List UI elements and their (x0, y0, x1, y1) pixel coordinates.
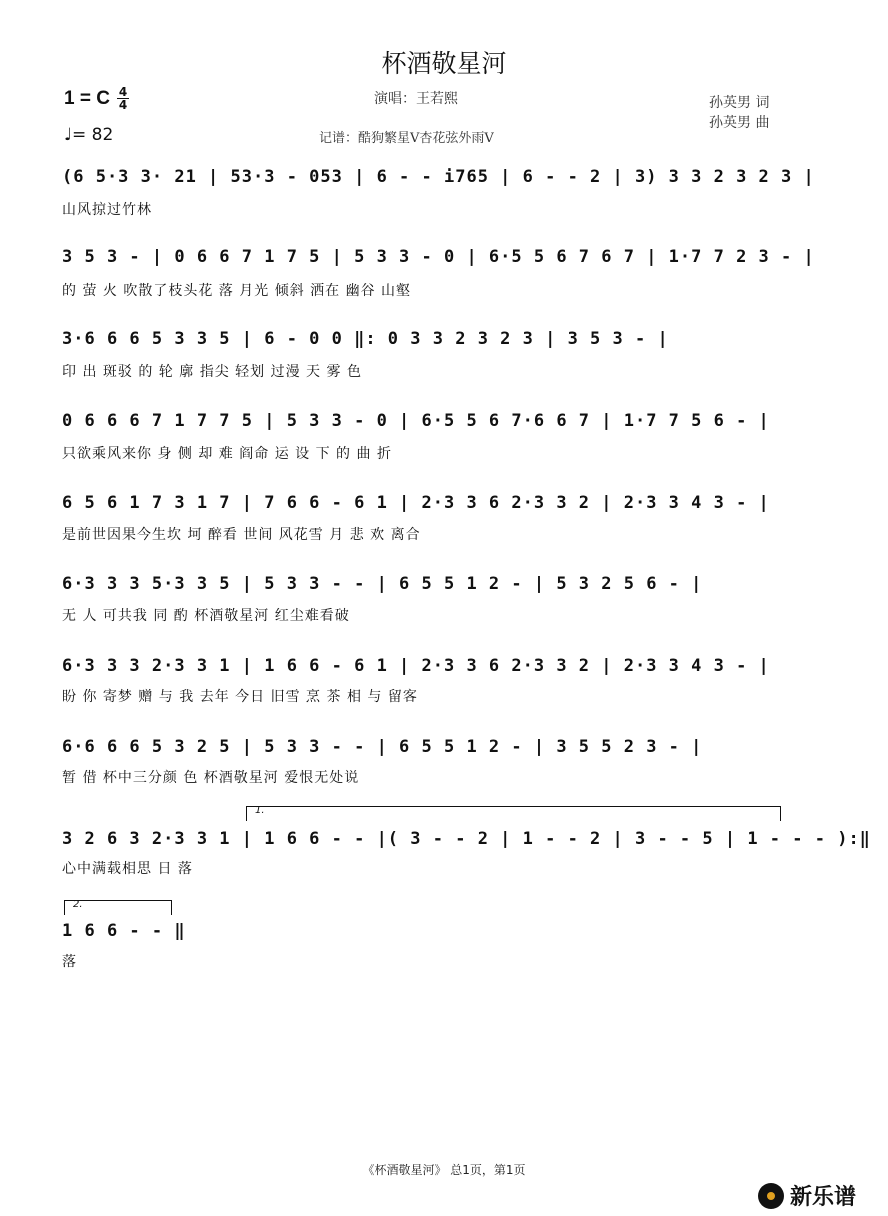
notation-row-4: 0 6 6 6 7 1 7 7 5 | 5 3 3 - 0 | 6·5 5 6 7·6 6 7 | 1·7 7 5 6 - | (62, 411, 770, 431)
notation-row-2: 3 5 3 - | 0 6 6 7 1 7 5 | 5 3 3 - 0 | 6·5 5 6 7 6 7 | 1·7 7 2 3 - | (62, 247, 815, 267)
composer-credit: 孙英男 曲 (709, 115, 770, 131)
lyric-row-9: 心中满载相思 日 落 (62, 861, 193, 877)
record-disc-icon (758, 1183, 784, 1209)
page-footer: 《杯酒敬星河》 总1页，第1页 (362, 1163, 526, 1177)
site-logo (758, 1180, 856, 1211)
notator-credit: 记谱：酷狗繁星V杏花弦外雨V (319, 131, 494, 146)
notation-row-3: 3·6 6 6 5 3 3 5 | 6 - 0 0 ‖: 0 3 3 2 3 2 3 | 3 5 3 - | (62, 329, 669, 349)
notation-row-10: 1 6 6 - - ‖ (62, 921, 186, 941)
logo-text: 新乐谱 (790, 1185, 857, 1210)
notation-row-1: (6 5·3 3· 21 | 53·3 - 053 | 6 - - i765 | 6 - - 2 | 3) 3 3 2 3 2 3 | (62, 167, 815, 187)
lyric-row-1: 山风掠过竹林 (62, 202, 152, 218)
volta-label-1: 1. (255, 805, 265, 816)
lyric-row-5: 是前世因果今生坎 坷 醉看 世间 风花雪 月 悲 欢 离合 (62, 527, 421, 543)
tempo-marking: ♩= 82 (64, 125, 114, 145)
time-signature-top: 4 (118, 85, 128, 99)
notation-row-9: 3 2 6 3 2·3 3 1 | 1 6 6 - - |( 3 - - 2 | 1 - - 2 | 3 - - 5 | 1 - - - ):‖ (62, 829, 871, 849)
notation-row-6: 6·3 3 3 5·3 3 5 | 5 3 3 - - | 6 5 5 1 2 - | 5 3 2 5 6 - | (62, 574, 703, 594)
lyric-row-10: 落 (62, 954, 77, 970)
lyric-row-7: 盼 你 寄梦 赠 与 我 去年 今日 旧雪 烹 茶 相 与 留客 (62, 689, 418, 705)
key-signature: 1 = C (64, 88, 110, 109)
volta-label-2: 2. (73, 899, 83, 910)
time-signature (116, 86, 130, 111)
singer-credit: 演唱：王若熙 (374, 91, 458, 107)
lyric-row-2: 的 萤 火 吹散了枝头花 落 月光 倾斜 洒在 幽谷 山壑 (62, 283, 412, 299)
notation-row-8: 6·6 6 6 5 3 2 5 | 5 3 3 - - | 6 5 5 1 2 - | 3 5 5 2 3 - | (62, 737, 703, 757)
volta-bracket-1 (246, 806, 781, 821)
volta-bracket-2 (64, 900, 172, 915)
time-signature-bottom: 4 (118, 98, 128, 112)
sheet-title: 杯酒敬星河 (381, 49, 507, 78)
lyric-row-4: 只欲乘风来你 身 侧 却 难 阎命 运 设 下 的 曲 折 (62, 446, 392, 462)
lyricist-credit: 孙英男 词 (709, 95, 770, 111)
lyric-row-8: 暂 借 杯中三分颜 色 杯酒敬星河 爱恨无处说 (62, 770, 360, 786)
lyric-row-6: 无 人 可共我 同 酌 杯酒敬星河 红尘难看破 (62, 608, 350, 624)
notation-row-7: 6·3 3 3 2·3 3 1 | 1 6 6 - 6 1 | 2·3 3 6 2·3 3 2 | 2·3 3 4 3 - | (62, 656, 770, 676)
lyric-row-3: 印 出 斑驳 的 轮 廓 指尖 轻划 过漫 天 雾 色 (62, 364, 362, 380)
notation-row-5: 6 5 6 1 7 3 1 7 | 7 6 6 - 6 1 | 2·3 3 6 2·3 3 2 | 2·3 3 4 3 - | (62, 493, 770, 513)
